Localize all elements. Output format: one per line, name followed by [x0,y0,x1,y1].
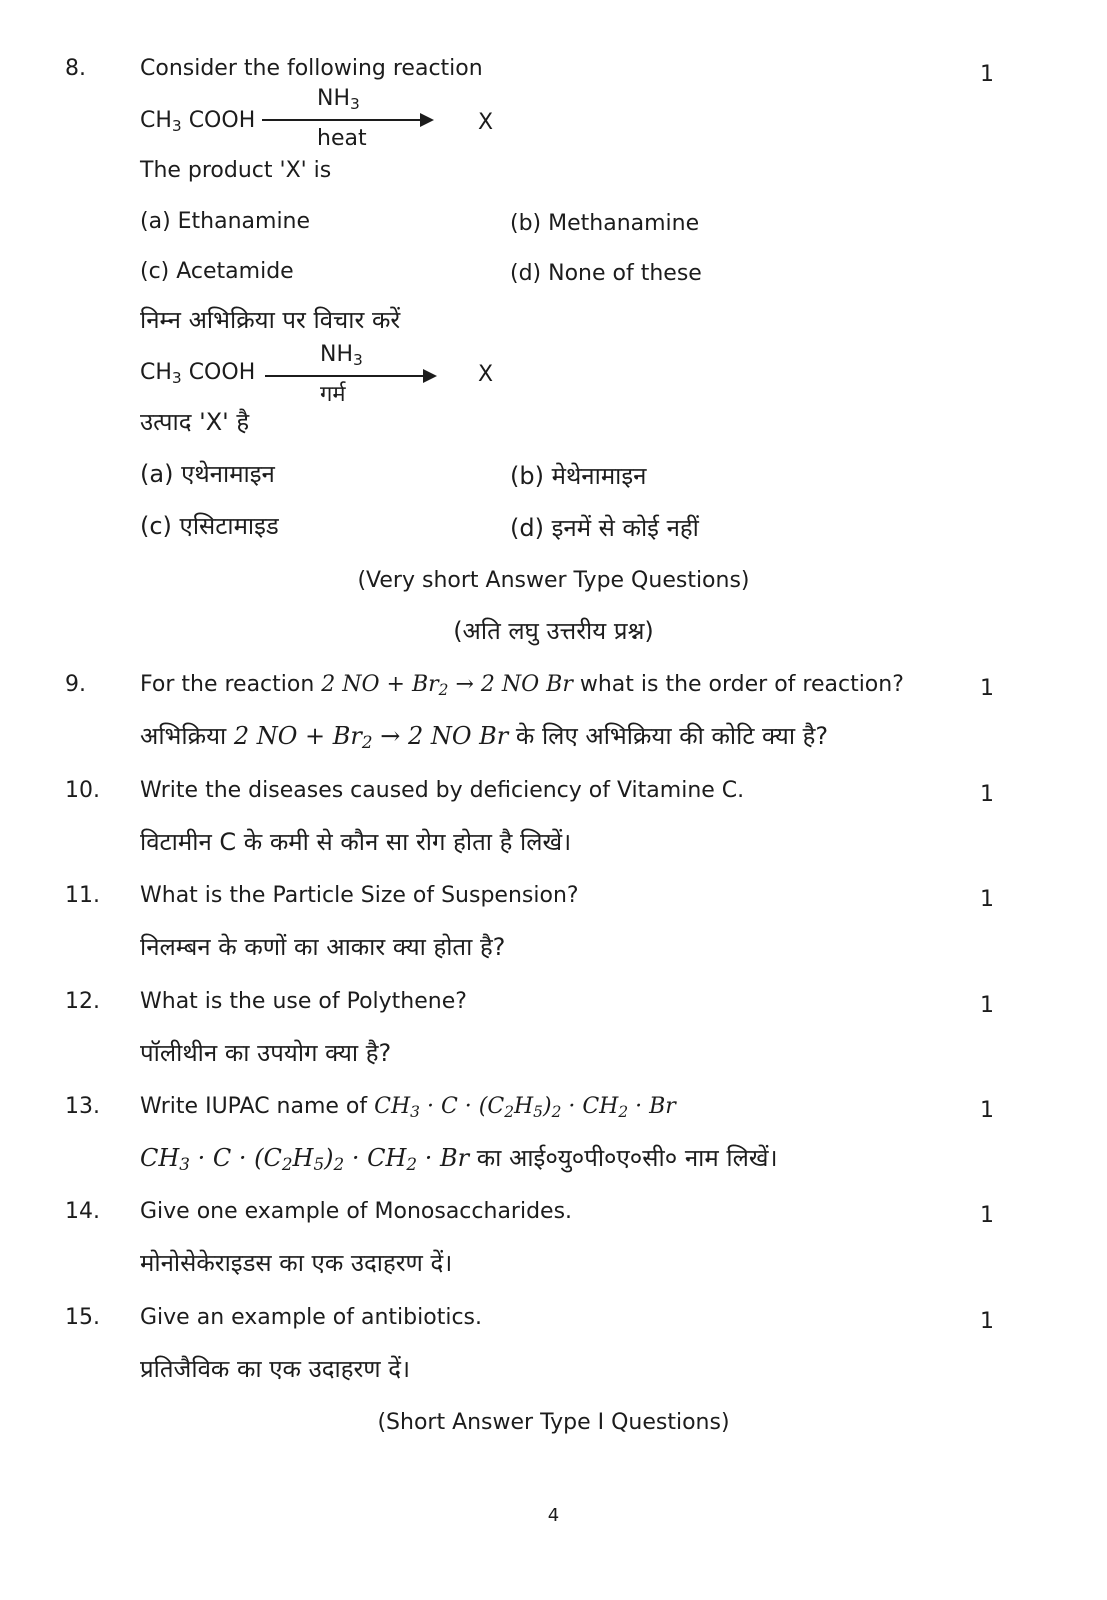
question-text-en: For the reaction 2 NO + $Br_2 \to 2$ NO Br what is the order of reaction? [140,672,904,699]
question-text-hi: विटामीन C के कमी से कौन सा रोग होता है लिखें। [140,828,572,856]
reagent: $NH_3$ [317,86,360,113]
question-number: 12. [65,989,100,1014]
question-text-en: Write the diseases caused by deficiency of Vitamine C. [140,778,745,803]
question-text-en: What is the use of Polythene? [140,989,467,1014]
marks: 1 [980,1309,994,1334]
question-text-hi: मोनोसेकेराइडस का एक उदाहरण दें। [140,1249,453,1277]
option-b-en: (b) Methanamine [510,211,700,236]
question-number: 15. [65,1305,100,1330]
question-number: 13. [65,1094,100,1119]
section-heading-hi: (अति लघु उत्तरीय प्रश्न) [453,617,654,645]
question-text-hi: प्रतिजैविक का एक उदाहरण दें। [140,1355,411,1383]
question-text-hi: अभिक्रिया 2 NO + $Br_2 \to 2$ NO Br के लिए अभिक्रिया की कोटि क्या है? [140,722,829,753]
option-a-hi: (a) एथेनामाइन [140,460,275,488]
product: X [478,362,494,387]
section-heading-en: (Short Answer Type I Questions) [377,1410,730,1435]
reagent: $NH_3$ [320,342,363,369]
reactant: $CH_3$ COOH [140,108,256,135]
reactant: $CH_3$ COOH [140,360,256,387]
question-text-hi: निलम्बन के कणों का आकार क्या होता है? [140,933,506,961]
section-heading-en: (Very short Answer Type Questions) [357,568,750,593]
reaction-condition: heat [317,126,367,151]
question-text-en: Give one example of Monosaccharides. [140,1199,573,1224]
option-b-hi: (b) मेथेनामाइन [510,462,647,490]
question-text-hi: $CH_3 \cdot C \cdot (C_2H_5)_2 \cdot CH_2 \cdot Br$ का आई०यु०पी०ए०सी० नाम लिखें। [140,1144,778,1175]
question-number: 8. [65,56,86,81]
question-prompt-en: The product 'X' is [140,158,332,183]
reaction-condition: गर्म [320,382,346,407]
arrow-head-icon [423,369,437,383]
marks: 1 [980,1098,994,1123]
question-text-en: Give an example of antibiotics. [140,1305,482,1330]
question-number: 10. [65,778,100,803]
question-number: 11. [65,883,100,908]
marks: 1 [980,993,994,1018]
question-number: 9. [65,672,86,697]
reaction-arrow [262,86,437,156]
product: X [478,110,494,135]
option-d-en: (d) None of these [510,261,702,286]
question-text-en: Write IUPAC name of $CH_3 \cdot C \cdot (C_2H_5)_2 \cdot CH_2 \cdot Br$ [140,1094,676,1121]
question-number: 14. [65,1199,100,1224]
iupac-formula: $CH_3 \cdot C \cdot (C_2H_5)_2 \cdot CH_2 \cdot Br$ [374,1094,676,1121]
question-text-hi: निम्न अभिक्रिया पर विचार करें [140,306,401,334]
option-d-hi: (d) इनमें से कोई नहीं [510,514,699,542]
question-text-hi: पॉलीथीन का उपयोग क्या है? [140,1039,392,1067]
marks: 1 [980,887,994,912]
marks: 1 [980,1203,994,1228]
question-text-en: What is the Particle Size of Suspension? [140,883,579,908]
page-number: 4 [547,1505,560,1526]
question-prompt-hi: उत्पाद 'X' है [140,408,250,436]
question-text-en: Consider the following reaction [140,56,483,81]
marks: 1 [980,782,994,807]
option-a-en: (a) Ethanamine [140,209,311,234]
reaction-arrow [265,342,440,412]
iupac-formula: $CH_3 \cdot C \cdot (C_2H_5)_2 \cdot CH_2 \cdot Br$ [140,1144,470,1175]
arrow-head-icon [420,113,434,127]
option-c-hi: (c) एसिटामाइड [140,512,279,540]
marks: 1 [980,676,994,701]
marks: 1 [980,62,994,87]
option-c-en: (c) Acetamide [140,259,294,284]
